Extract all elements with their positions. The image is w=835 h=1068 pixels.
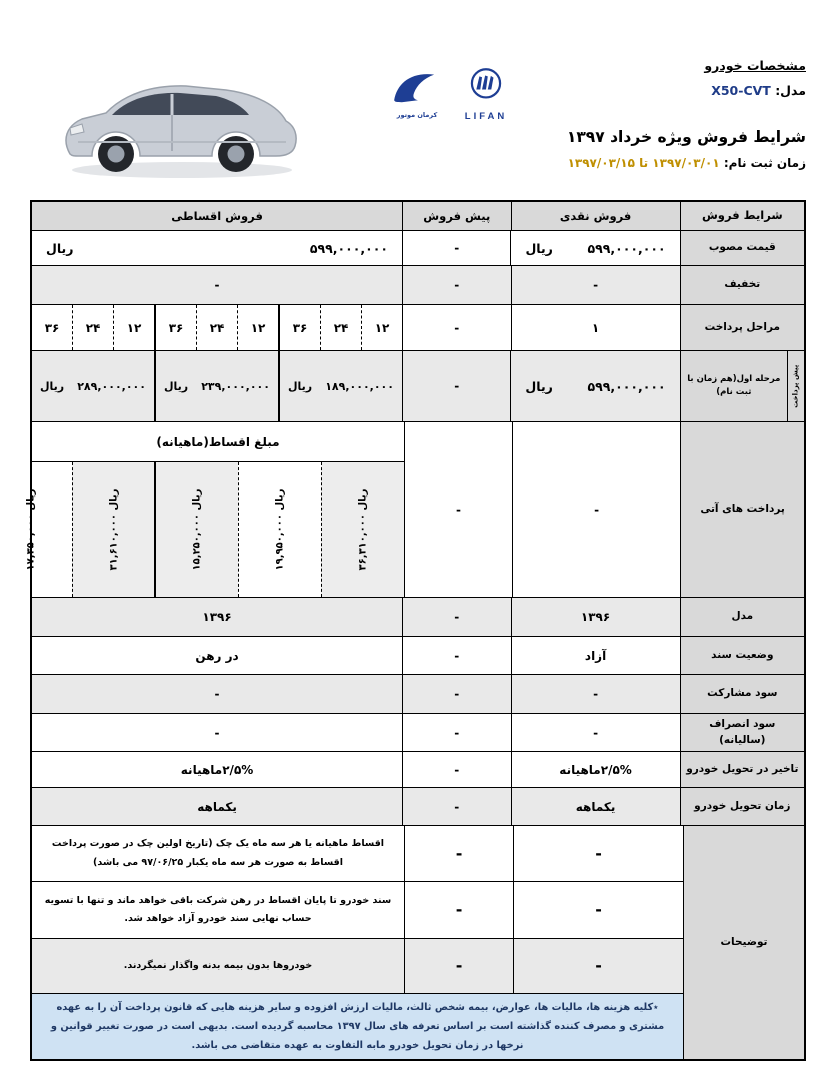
header-presale: پیش فروش [402,202,510,230]
note1-cash: - [513,826,683,881]
label-notes: توضیحات [683,826,804,1059]
price-cash [510,231,679,265]
future-payments-presale: - [404,422,512,597]
label-withdrawal-interest: سود انصراف (سالیانه) [680,714,804,751]
discount-presale: - [402,266,510,304]
note2-cash: - [513,882,683,938]
row-approved-price [32,231,804,266]
first-payment-cash-unit: ریال [525,378,553,394]
future-payments-installment [25,422,404,597]
delivery-time-cash: یکماهه [511,788,680,825]
price-presale: - [402,231,510,265]
stages-presale: - [402,305,510,350]
kerman-motor-fin-icon [388,66,446,106]
header-installment-sale: فروش اقساطی [32,202,402,230]
label-model-year: مدل [680,598,804,636]
row-withdrawal-interest [32,714,804,752]
installment-value: ۱۵,۲۵۰,۰۰۰ ریال [154,462,238,597]
stage-month: ۳۶ [44,320,60,335]
partnership-presale: - [402,675,510,713]
row-notes [32,826,804,1059]
kerman-motor-logo [388,66,446,119]
document-status-installment: در رهن [195,648,239,663]
price-cash-amount: ۵۹۹,۰۰۰,۰۰۰ [587,240,666,256]
first-payment-presale: - [402,351,510,421]
label-partnership-interest: سود مشارکت [680,675,804,713]
partnership-installment: - [32,675,402,713]
installment-value: ۱۹,۹۵۰,۰۰۰ ریال [238,462,321,597]
first-payment-installment [32,351,402,421]
note1-text: اقساط ماهیانه یا هر سه ماه یک چک (تاریخ اولین چک در صورت پرداخت اقساط به صورت هر سه ماه یکبار ۹۷/۰۶/۲۵ می باشد) [51,838,385,868]
installment-value: ۳۶,۳۱۰,۰۰۰ ریال [321,462,404,597]
lifan-label: LIFAN [464,111,508,122]
delivery-time-presale: - [402,788,510,825]
model-line [567,83,806,98]
first-payment-groups [32,351,402,421]
notes-body [32,826,683,1059]
row-future-payments [25,422,804,598]
sale-title: شرایط فروش ویژه خرداد ۱۳۹۷ [566,128,806,146]
registration-line [567,156,806,170]
withdrawal-installment: - [214,725,220,740]
delivery-delay-installment: ۲/۵%ماهیانه [180,762,254,777]
note-row [32,939,683,994]
delivery-delay-presale: - [402,752,510,787]
registration-label: زمان ثبت نام: [723,156,806,170]
down-payment-vertical-label: پیش پرداخت [787,351,804,421]
note-row [32,826,683,882]
header-text-block [567,58,806,170]
installment-value: ۱۷,۳۵۰,۰۰۰ ریال [0,462,72,597]
document-status-cash: آزاد [511,637,680,674]
footer-note-row [32,994,683,1059]
car-illustration [48,58,316,190]
note3-presale: - [404,939,513,993]
withdrawal-presale: - [402,714,510,751]
first-payment-cash-amount: ۵۹۹,۰۰۰,۰۰۰ [587,378,666,394]
label-document-status: وضعیت سند [680,637,804,674]
label-first-payment [680,351,804,421]
stage-month: ۲۴ [196,305,237,350]
row-document-status [32,637,804,675]
delivery-time-installment: یکماهه [32,788,402,825]
specs-heading: مشخصات خودرو [704,58,806,73]
installment-values [25,462,404,597]
row-discount [32,266,804,305]
label-delivery-delay: تاخیر در تحویل خودرو [680,752,804,787]
label-payment-stages: مراحل پرداخت [680,305,804,350]
lifan-logo [464,66,508,122]
note1-presale: - [404,826,513,881]
stage-month: ۱۲ [113,305,154,350]
row-model-year [32,598,804,637]
row-partnership-interest [32,675,804,714]
table-header-row [32,202,804,231]
stages-installment [32,305,402,350]
future-payments-cash: - [512,422,680,597]
note2-text: سند خودرو تا پایان اقساط در رهن شرکت باقی خواهد ماند و تنها با تسویه حساب نهایی سند خودرو آزاد خواهد شد. [44,894,392,924]
stage-month: ۳۶ [154,305,196,350]
sales-table [25,200,806,1061]
row-first-payment [32,351,804,422]
row-delivery-delay [32,752,804,788]
note2-presale: - [404,882,513,938]
stage-month: ۲۴ [72,305,113,350]
label-discount: تخفیف [680,266,804,304]
price-cash-unit: ریال [525,240,553,256]
stages-months [32,305,402,350]
kerman-motor-label: کرمان موتور [396,111,438,119]
stage-month: ۲۴ [320,305,361,350]
note3-cash: - [513,939,683,993]
model-label: مدل: [775,83,806,98]
footer-note-text: ٭کلیه هزینه ها، مالیات ها، عوارض، بیمه شخص ثالث، مالیات ارزش افزوده و سایر هزینه هایی که قانون پرداخت آن را به عهده مشتری و مصرف کننده گذاشته است بر اساس تعرفه های سال ۱۳۹۷ محاسبه گردیده است. بدیهی است در صورت تغییر قوانین و نرخها در زمان تحویل خودرو مابه التفاوت به عهده متقاضی می باشد. [50,1001,665,1052]
discount-installment: - [32,266,402,304]
header-cash-sale: فروش نقدی [511,202,680,230]
monthly-installment-header: مبلغ اقساط(ماهیانه) [32,422,404,462]
stages-cash: ۱ [511,305,680,350]
brand-logos [388,66,508,122]
first-payment-label-text: مرحله اول(هم زمان با ثبت نام) [687,374,781,397]
first-payment-group: ۱۸۹,۰۰۰,۰۰۰ ریال [278,351,402,421]
note3-text: خودروها بدون بیمه بدنه واگذار نمیگردند. [32,939,404,993]
model-value: X50-CVT [711,83,771,98]
stage-month: ۱۲ [237,305,278,350]
installment-value: ۳۱,۶۱۰,۰۰۰ ریال [72,462,155,597]
label-approved-price: قیمت مصوب [680,231,804,265]
car-photo [48,58,316,190]
lifan-roundel-icon [464,66,508,106]
price-installment [32,231,402,265]
delivery-delay-cash: ۲/۵%ماهیانه [511,752,680,787]
model-installment: ۱۳۹۶ [32,598,402,636]
stage-month: ۳۶ [278,305,320,350]
row-payment-stages [32,305,804,351]
registration-period: ۱۳۹۷/۰۳/۰۱ تا ۱۳۹۷/۰۳/۱۵ [567,156,720,170]
row-delivery-time [32,788,804,826]
partnership-cash: - [511,675,680,713]
price-installment-unit: ریال [46,240,74,256]
first-payment-group: ۲۳۹,۰۰۰,۰۰۰ ریال [154,351,278,421]
label-delivery-time: زمان تحویل خودرو [680,788,804,825]
first-payment-cash [510,351,679,421]
first-payment-group: ۲۸۹,۰۰۰,۰۰۰ ریال [40,379,146,393]
document-status-presale: - [402,637,510,674]
stage-month: ۱۲ [361,305,402,350]
model-cash: ۱۳۹۶ [511,598,680,636]
label-future-payments: پرداخت های آتی [680,422,804,597]
discount-cash: - [511,266,680,304]
header-conditions: شرایط فروش [680,202,804,230]
withdrawal-cash: - [511,714,680,751]
note-row [32,882,683,939]
model-presale: - [402,598,510,636]
price-installment-amount: ۵۹۹,۰۰۰,۰۰۰ [309,240,389,256]
